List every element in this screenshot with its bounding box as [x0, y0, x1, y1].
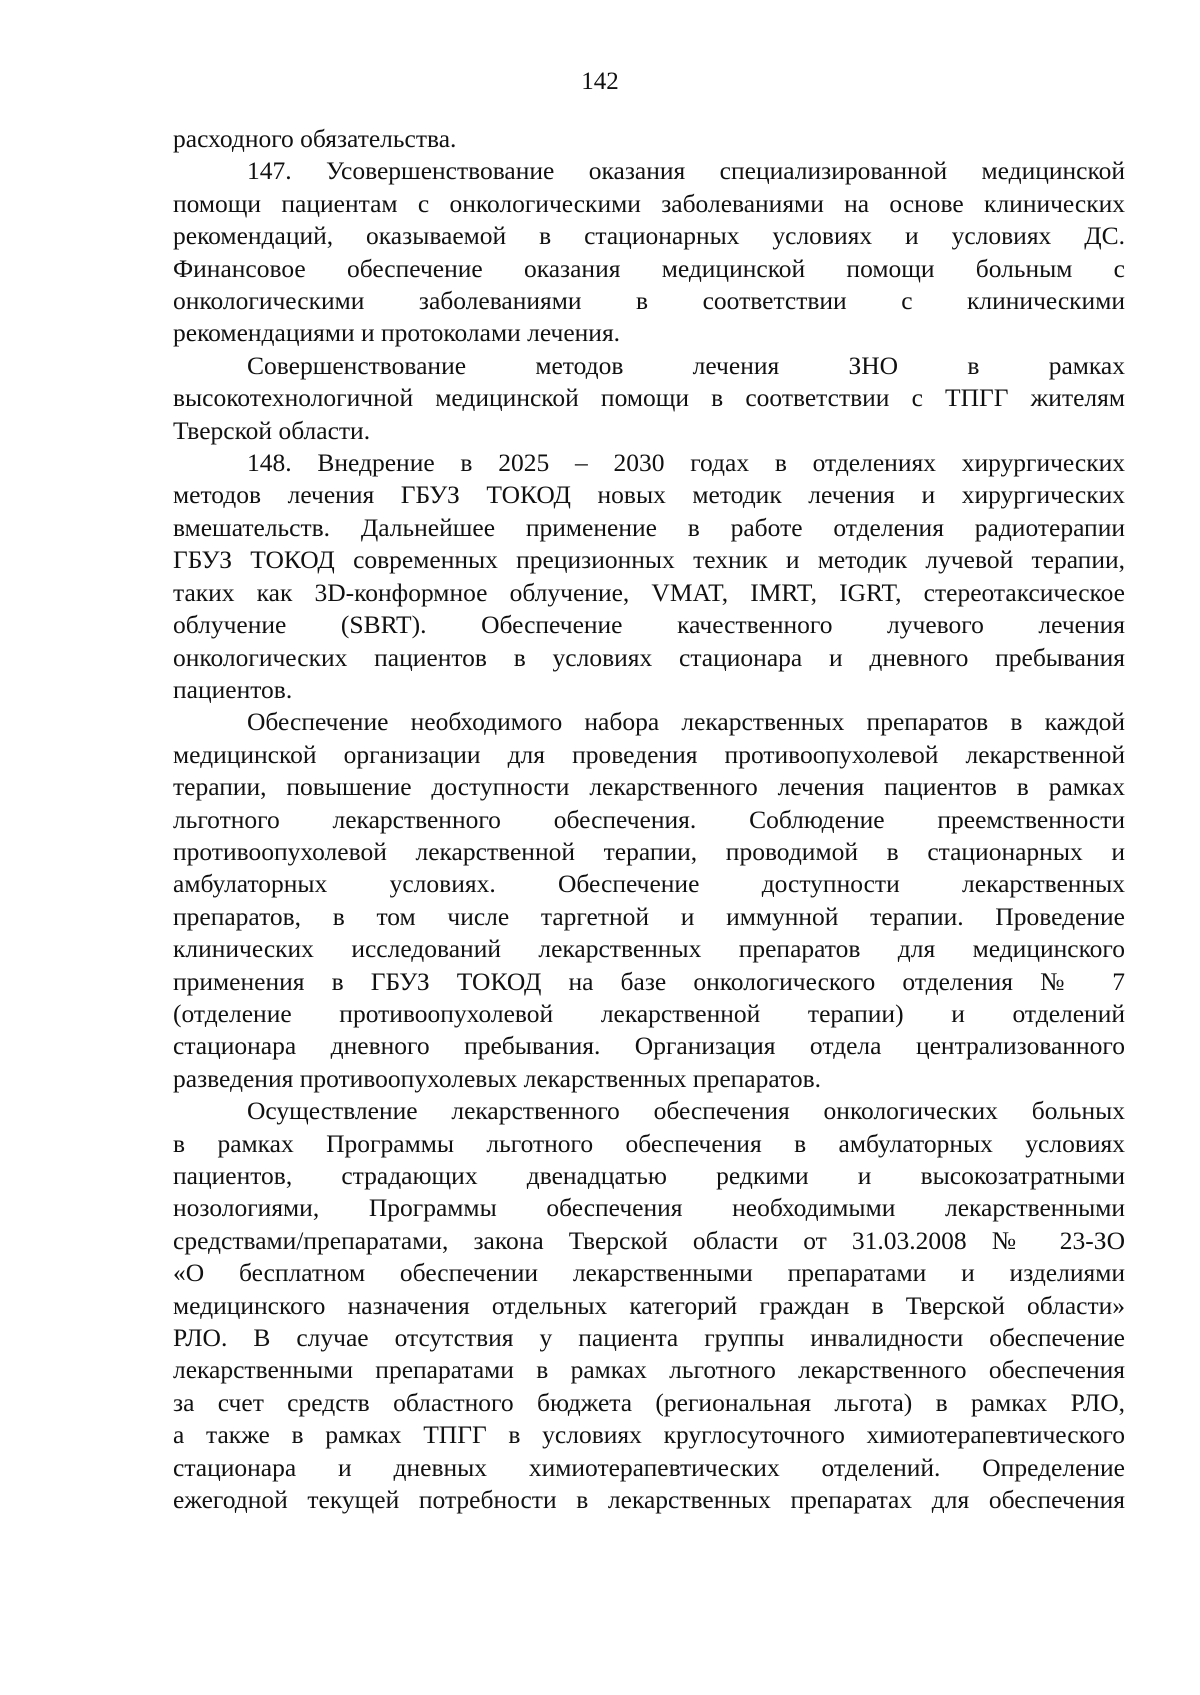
text-line: пациентов. — [173, 674, 293, 704]
text-line: «О бесплатном обеспечении лекарственными препаратами и изделиями — [173, 1258, 1125, 1288]
text-line: лекарственными препаратами в рамках льготного лекарственного обеспечения — [173, 1355, 1125, 1385]
text-line: онкологическими заболеваниями в соответствии с клиническими — [173, 286, 1125, 316]
text-line: 148. Внедрение в 2025 – 2030 годах в отделениях хирургических — [247, 448, 1125, 478]
text-line: противоопухолевой лекарственной терапии, проводимой в стационарных и — [173, 836, 1125, 866]
text-line: терапии, повышение доступности лекарственного лечения пациентов в рамках — [173, 772, 1125, 802]
text-line: применения в ГБУЗ ТОКОД на базе онкологического отделения № 7 — [173, 966, 1125, 996]
text-line: амбулаторных условиях. Обеспечение доступности лекарственных — [173, 869, 1125, 899]
text-line: ГБУЗ ТОКОД современных прецизионных техник и методик лучевой терапии, — [173, 545, 1125, 575]
paragraph — [173, 350, 1125, 447]
text-line: 147. Усовершенствование оказания специализированной медицинской — [247, 156, 1125, 186]
text-line: расходного обязательства. — [173, 124, 457, 153]
text-line: ежегодной текущей потребности в лекарственных препаратах для обеспечения — [173, 1485, 1125, 1515]
text-line: средствами/препаратами, закона Тверской области от 31.03.2008 № 23-ЗО — [173, 1225, 1125, 1255]
paragraph — [173, 706, 1125, 1095]
text-line: медицинской организации для проведения противоопухолевой лекарственной — [173, 739, 1125, 769]
text-line: Совершенствование методов лечения ЗНО в рамках — [247, 350, 1125, 380]
text-line: в рамках Программы льготного обеспечения в амбулаторных условиях — [173, 1128, 1125, 1158]
text-line: облучение (SBRT). Обеспечение качественного лучевого лечения — [173, 610, 1125, 640]
text-line: высокотехнологичной медицинской помощи в соответствии с ТПГГ жителям — [173, 383, 1125, 413]
text-line: пациентов, страдающих двенадцатью редкими и высокозатратными — [173, 1161, 1125, 1190]
paragraph — [173, 155, 1125, 349]
text-line: помощи пациентам с онкологическими заболеваниями на основе клинических — [173, 188, 1125, 218]
paragraph — [173, 447, 1125, 706]
text-line: рекомендациями и протоколами лечения. — [173, 318, 621, 348]
text-line: льготного лекарственного обеспечения. Соблюдение преемственности — [173, 804, 1125, 834]
text-line: препаратов, в том числе таргетной и иммунной терапии. Проведение — [173, 901, 1125, 931]
text-line: а также в рамках ТПГГ в условиях круглосуточного химиотерапевтического — [173, 1420, 1125, 1450]
text-line: Тверской области. — [173, 415, 371, 445]
paragraph — [173, 1095, 1125, 1516]
text-line: РЛО. В случае отсутствия у пациента группы инвалидности обеспечение — [173, 1323, 1125, 1353]
document-body — [173, 123, 1125, 1516]
text-line: Обеспечение необходимого набора лекарственных препаратов в каждой — [247, 707, 1125, 737]
text-line: клинических исследований лекарственных препаратов для медицинского — [173, 934, 1125, 964]
text-line: вмешательств. Дальнейшее применение в работе отделения радиотерапии — [173, 512, 1125, 542]
text-line: методов лечения ГБУЗ ТОКОД новых методик лечения и хирургических — [173, 480, 1125, 510]
text-line: таких как 3D-конформное облучение, VMAT, IMRT, IGRT, стереотаксическое — [173, 577, 1125, 607]
page-number: 142 — [581, 68, 619, 95]
text-line: Осуществление лекарственного обеспечения онкологических больных — [247, 1096, 1125, 1126]
text-line: стационара дневного пребывания. Организация отдела централизованного — [173, 1031, 1125, 1061]
text-line: за счет средств областного бюджета (региональная льгота) в рамках РЛО, — [173, 1387, 1125, 1417]
text-line: медицинского назначения отдельных категорий граждан в Тверской области» — [173, 1290, 1125, 1320]
text-line: нозологиями, Программы обеспечения необходимыми лекарственными — [173, 1193, 1125, 1223]
paragraph — [173, 123, 1125, 155]
text-line: разведения противоопухолевых лекарственных препаратов. — [173, 1063, 821, 1093]
text-line: онкологических пациентов в условиях стационара и дневного пребывания — [173, 642, 1125, 672]
text-line: стационара и дневных химиотерапевтических отделений. Определение — [173, 1452, 1125, 1482]
text-line: рекомендаций, оказываемой в стационарных условиях и условиях ДС. — [173, 221, 1125, 251]
text-line: (отделение противоопухолевой лекарственной терапии) и отделений — [173, 998, 1125, 1028]
text-line: Финансовое обеспечение оказания медицинской помощи больным с — [173, 253, 1125, 283]
